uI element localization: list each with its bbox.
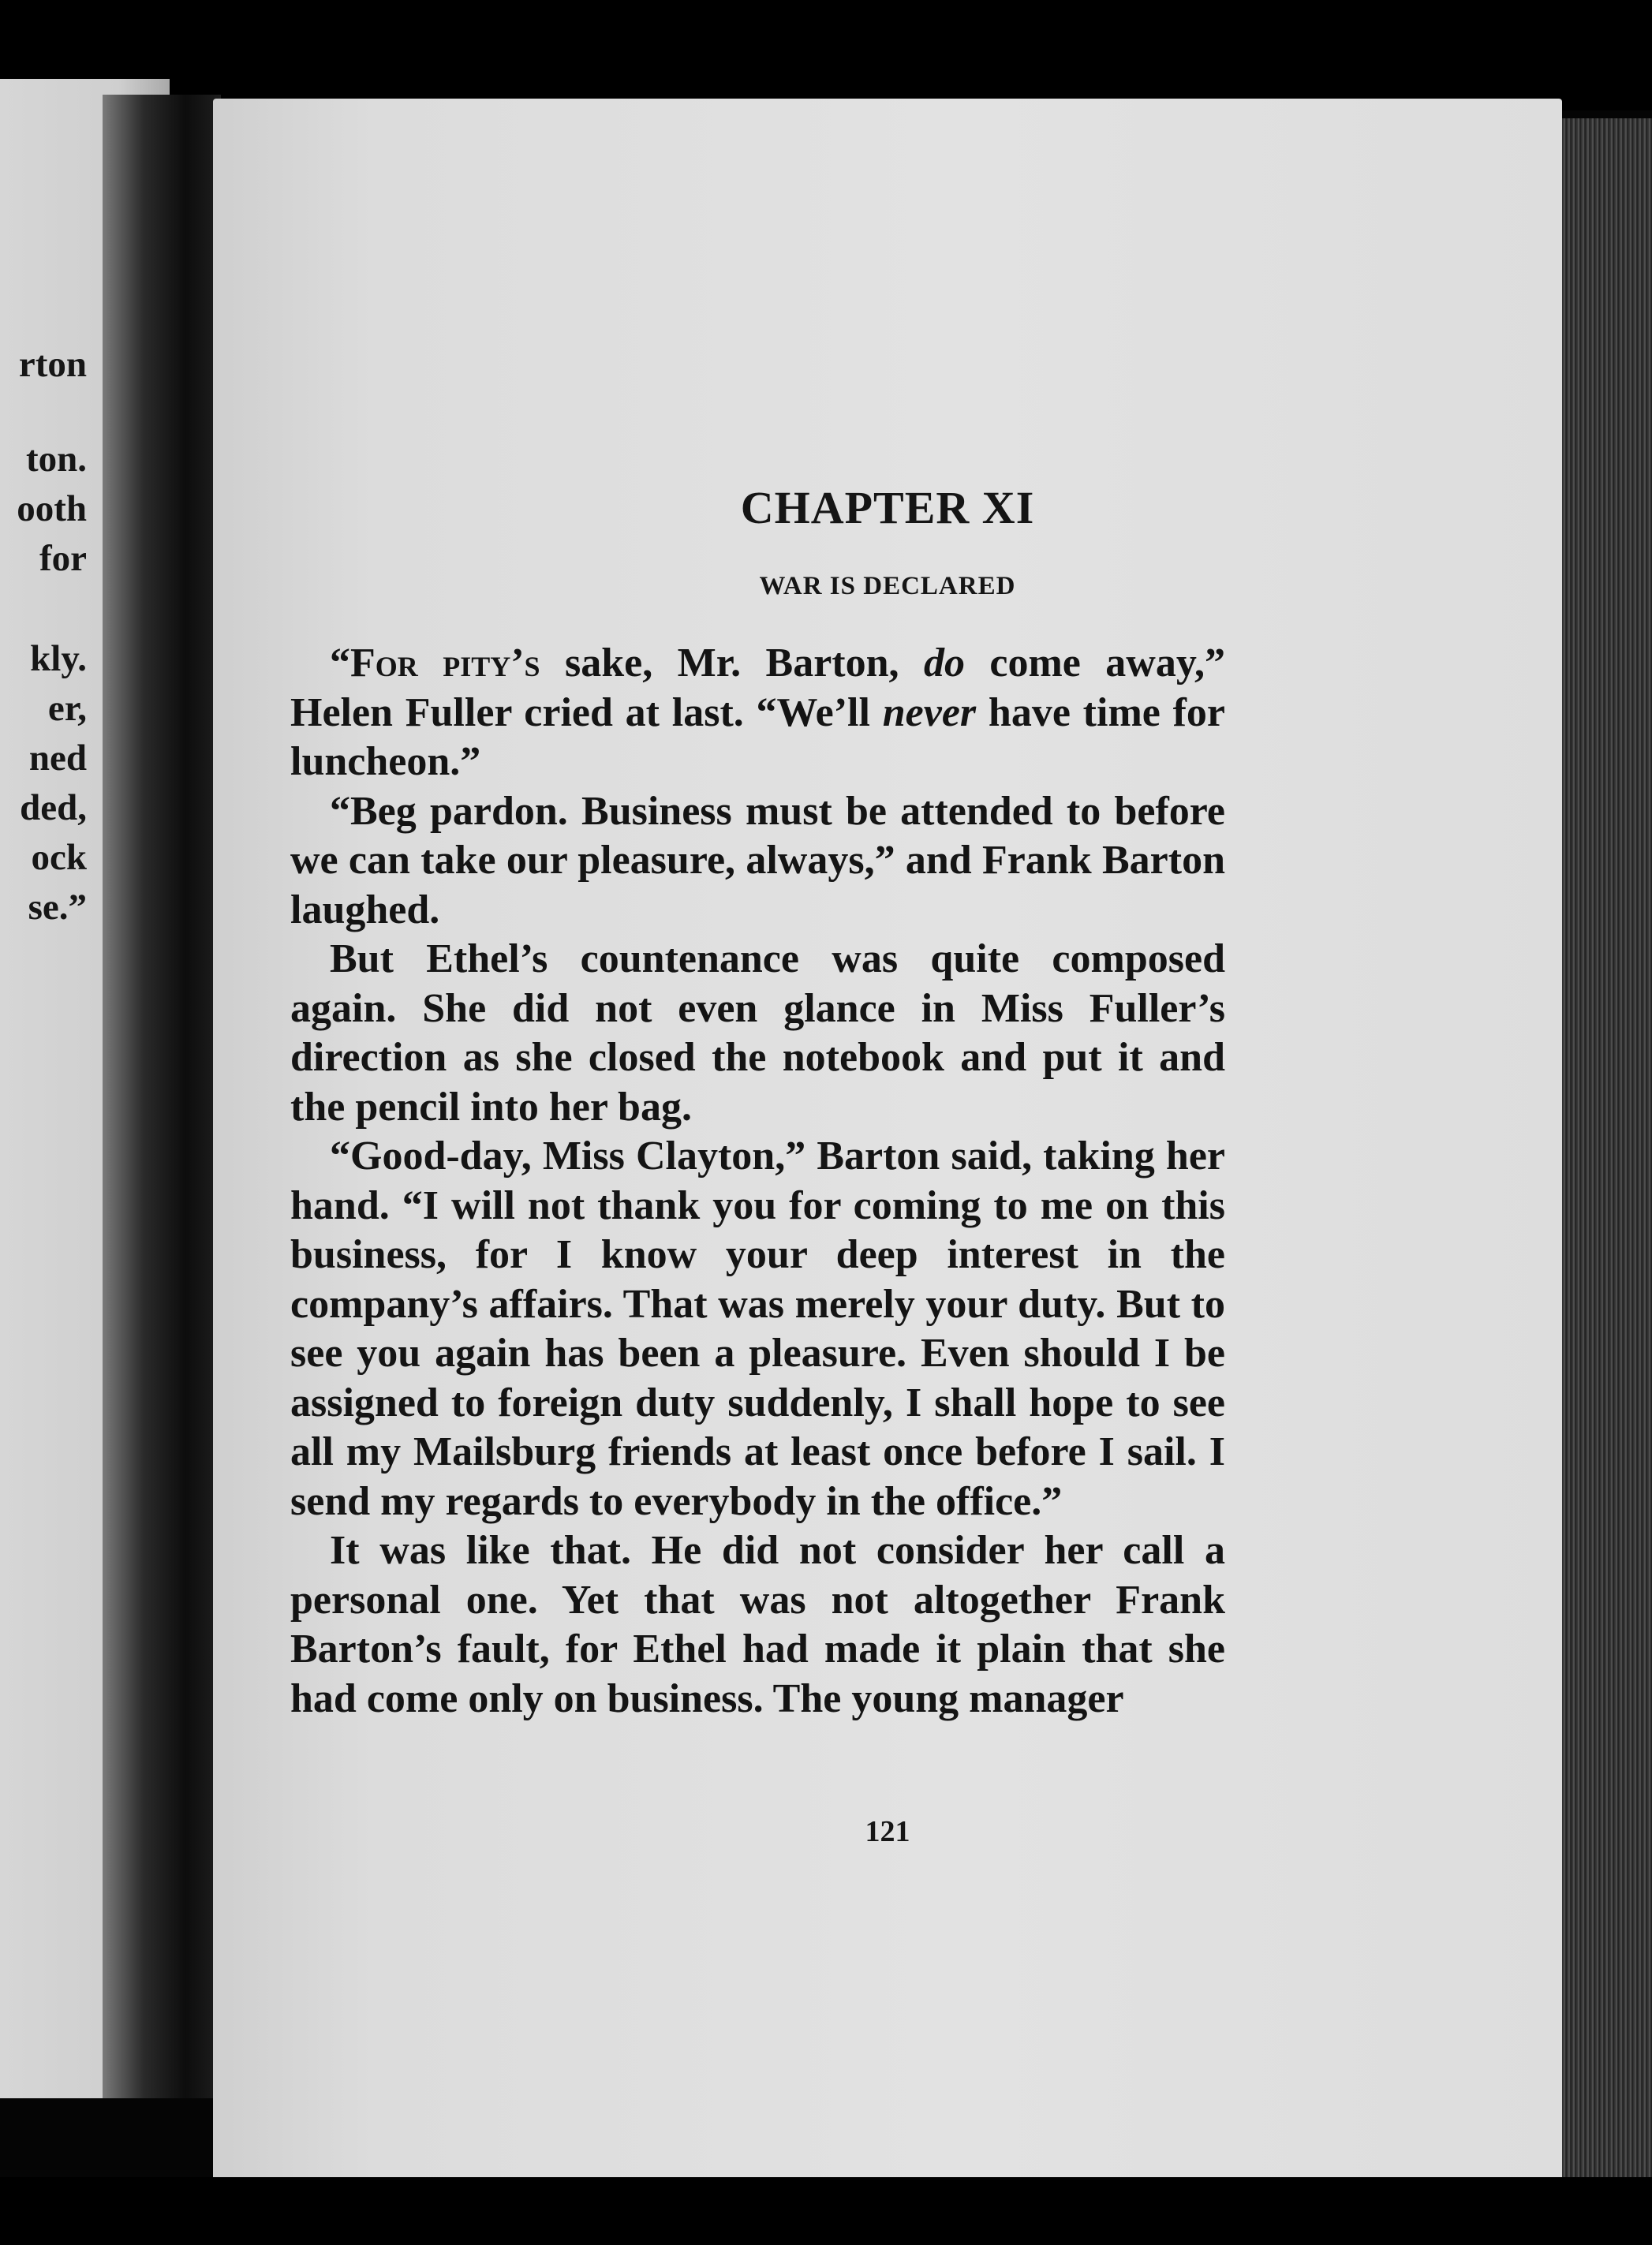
paragraph bbox=[290, 787, 1225, 936]
paragraph-lead-small-caps: “For pity’s bbox=[330, 641, 540, 685]
text-run: But Ethel’s countenance was quite composed again. She did not even glance in Miss Fuller’s direction as she closed the notebook and put it and the pencil into her bag. bbox=[290, 936, 1225, 1130]
text-run: come away,” Helen Fuller cried at last. “We’ll bbox=[290, 641, 1225, 735]
emphasis-text: do bbox=[923, 641, 965, 685]
paragraph bbox=[290, 1132, 1225, 1526]
scan-top-border bbox=[0, 0, 1652, 110]
facing-line: er, bbox=[47, 688, 87, 729]
facing-line: ton. bbox=[25, 439, 87, 480]
text-run: “Good-day, Miss Clayton,” Barton said, taking her hand. “I will not thank you for coming to me on this business, for I know your deep interest in the company’s affairs. That was merely your duty. But to see you again has been a pleasure. Even should I be assigned to foreign duty suddenly, I shall hope to see all my Mailsburg friends at least once before I sail. I send my regards to everybody in the office.” bbox=[290, 1134, 1225, 1524]
facing-line: ooth bbox=[17, 488, 87, 529]
emphasis-text: never bbox=[882, 689, 977, 735]
paragraph bbox=[290, 935, 1225, 1132]
text-run: It was like that. He did not consider her call a personal one. Yet that was not altogether Frank Barton’s fault, for Ethel had made it plain that she had come only on business. The young manager bbox=[290, 1528, 1225, 1721]
body-text bbox=[290, 639, 1225, 1724]
text-run: “Beg pardon. Business must be attended to before we can take our pleasure, always,” and Frank Barton laughed. bbox=[290, 788, 1225, 932]
facing-line: ned bbox=[28, 738, 87, 779]
facing-line: ock bbox=[31, 837, 87, 878]
facing-line: rton bbox=[18, 344, 87, 385]
scan-bottom-border bbox=[0, 2177, 1652, 2245]
chapter-heading: CHAPTER XI bbox=[740, 482, 1035, 533]
book-page-edges bbox=[1558, 118, 1652, 2245]
paragraph bbox=[290, 639, 1225, 787]
facing-line: kly. bbox=[30, 638, 87, 679]
page-number: 121 bbox=[865, 1815, 910, 1848]
book-page bbox=[213, 99, 1562, 2189]
paragraph bbox=[290, 1526, 1225, 1724]
text-run: have time for luncheon.” bbox=[290, 689, 1225, 784]
facing-line: se.” bbox=[28, 887, 87, 928]
facing-line: ded, bbox=[20, 787, 87, 828]
text-run: sake, Mr. Barton, bbox=[540, 641, 924, 685]
facing-line: for bbox=[39, 538, 87, 579]
chapter-title: WAR IS DECLARED bbox=[759, 572, 1016, 600]
book-gutter-shadow bbox=[103, 95, 221, 2098]
